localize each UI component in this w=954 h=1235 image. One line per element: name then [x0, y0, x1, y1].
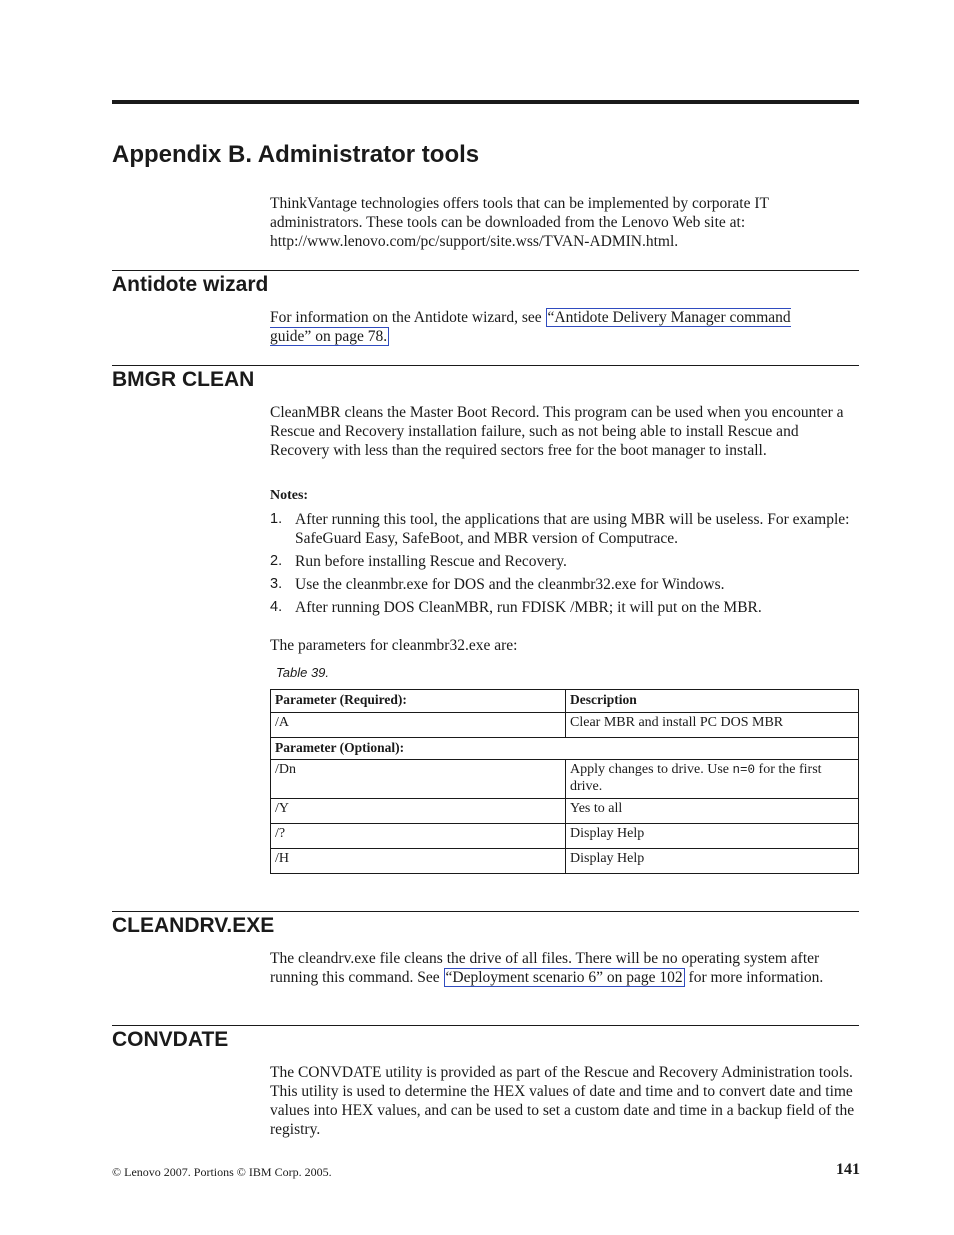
list-item — [270, 552, 860, 571]
param-cell: /A — [271, 712, 566, 737]
section-rule-antidote — [112, 270, 859, 271]
convdate-paragraph: The CONVDATE utility is provided as part of the Rescue and Recovery Administration tools. This utility is used to determine the HEX values of date and time and to convert date and time values into HEX values, and can be used to set a custom date and time in a backup field of the registry. — [270, 1064, 855, 1138]
desc-text: for the first drive. — [570, 762, 822, 794]
antidote-paragraph — [270, 308, 800, 346]
desc-cell: Yes to all — [566, 799, 859, 824]
cleandrv-text-after: for more information. — [684, 969, 824, 986]
note-number: 1. — [270, 511, 283, 527]
note-number: 3. — [270, 576, 283, 592]
section-rule-bmgr — [112, 365, 859, 366]
params-intro: The parameters for cleanmbr32.exe are: — [270, 637, 518, 654]
bmgr-paragraph: CleanMBR cleans the Master Boot Record. This program can be used when you encounter a Rescue and Recovery installation failure, such as not being able to install Rescue and Recovery with less than the required sectors free for the boot manager to install. — [270, 404, 844, 459]
top-rule — [112, 100, 859, 104]
desc-cell — [566, 760, 859, 799]
cleandrv-heading: CLEANDRV.EXE — [112, 914, 275, 937]
convdate-heading: CONVDATE — [112, 1028, 229, 1051]
header-optional: Parameter (Optional): — [271, 737, 859, 760]
note-text: After running DOS CleanMBR, run FDISK /MBR; it will put on the MBR. — [295, 599, 762, 616]
notes-label: Notes: — [270, 488, 309, 503]
note-text: Use the cleanmbr.exe for DOS and the cleanmbr32.exe for Windows. — [295, 576, 725, 593]
param-cell: /? — [271, 824, 566, 849]
param-cell: /H — [271, 849, 566, 874]
section-rule-cleandrv — [112, 911, 859, 912]
table-row — [271, 760, 859, 799]
desc-text: Apply changes to drive. Use — [570, 762, 733, 777]
deployment-scenario-link[interactable]: “Deployment scenario 6” on page 102 — [445, 969, 683, 986]
desc-cell: Display Help — [566, 824, 859, 849]
table-caption: Table 39. — [276, 665, 330, 680]
antidote-delivery-manager-link[interactable]: “Antidote Delivery Manager command guide” on page 78. — [270, 309, 791, 345]
bmgr-heading: BMGR CLEAN — [112, 368, 255, 391]
page-title: Appendix B. Administrator tools — [112, 141, 480, 168]
note-text: Run before installing Rescue and Recovery. — [295, 553, 567, 570]
note-number: 2. — [270, 553, 283, 569]
param-cell: /Dn — [271, 760, 566, 799]
table-row — [271, 737, 859, 760]
desc-cell: Display Help — [566, 849, 859, 874]
section-rule-convdate — [112, 1025, 859, 1026]
header-description: Description — [566, 690, 859, 713]
cleandrv-paragraph — [270, 949, 860, 987]
notes-list — [270, 510, 860, 621]
antidote-heading: Antidote wizard — [112, 273, 269, 296]
note-number: 4. — [270, 599, 283, 615]
note-text: After running this tool, the applications that are using MBR will be useless. For example: SafeGuard Easy, SafeBoot, and MBR version of Computrace. — [295, 511, 850, 547]
table-row — [271, 712, 859, 737]
cleandrv-text: The cleandrv.exe file cleans the drive of all files. There will be no operating system after running this command. See — [270, 950, 820, 986]
parameters-table — [270, 689, 859, 874]
list-item — [270, 575, 860, 594]
desc-cell: Clear MBR and install PC DOS MBR — [566, 712, 859, 737]
table-row — [271, 690, 859, 713]
list-item — [270, 598, 860, 617]
header-required: Parameter (Required): — [271, 690, 566, 713]
table-row — [271, 799, 859, 824]
desc-code: n=0 — [732, 763, 756, 777]
page-number: 141 — [836, 1161, 860, 1178]
param-cell: /Y — [271, 799, 566, 824]
antidote-text: For information on the Antidote wizard, see — [270, 309, 546, 326]
table-row — [271, 849, 859, 874]
intro-paragraph: ThinkVantage technologies offers tools that can be implemented by corporate IT administrators. These tools can be downloaded from the Lenovo Web site at: http://www.lenovo.com/pc/support/site.wss/TVAN-ADMIN.html. — [270, 195, 769, 250]
footer-copyright: © Lenovo 2007. Portions © IBM Corp. 2005. — [112, 1165, 332, 1179]
list-item — [270, 510, 860, 548]
table-row — [271, 824, 859, 849]
